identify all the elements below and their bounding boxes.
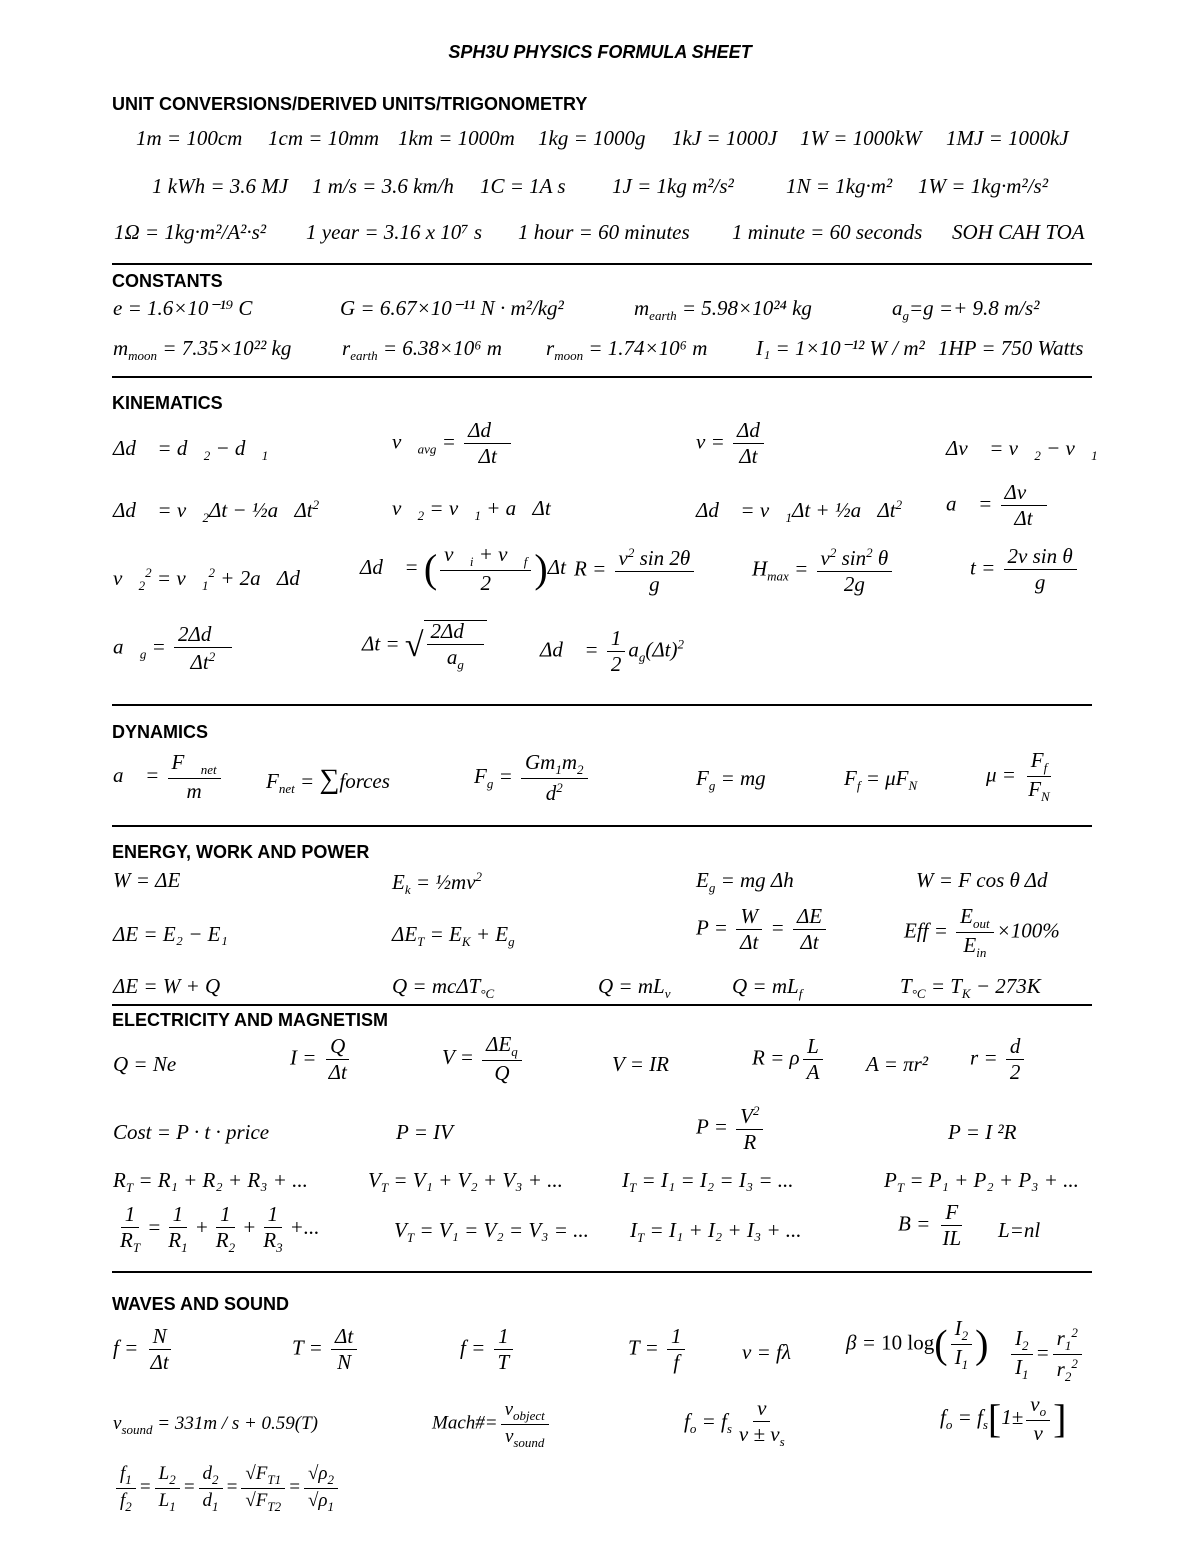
unit-conversion: 1 minute = 60 seconds: [732, 220, 923, 244]
section-header-constants: CONSTANTS: [112, 271, 223, 291]
formula-max-height: $H_{max}$ = $\frac{v^2 \sin^2 \theta}{2g}$: [752, 546, 895, 595]
formula-cost: Cost = P · t · price: [113, 1120, 270, 1144]
section-divider: [112, 376, 1092, 378]
formula-average-velocity: $v⃗_{avg}$ = $\frac{\Delta d⃗}{\Delta t}$: [392, 420, 514, 467]
formula-doppler-source: $f_o = f_s$ $\frac{v}{v \pm v_s}$: [684, 1396, 785, 1450]
formula-flight-time: t = $\frac{\text{2v sin θ}}{g}$: [970, 546, 1080, 593]
section-divider: [112, 825, 1092, 827]
formula-coil-length: L=nl: [998, 1218, 1041, 1242]
formula-speed-of-sound: $v_{sound} = 331m / s + 0.59(T)$: [113, 1413, 319, 1437]
constant-gravity-acceleration: $a_g=g =+ 9.8$ m/s²: [892, 296, 1040, 324]
formula-net-force: $F_{net}$ = ∑forces: [266, 764, 390, 797]
formula-power: P = $\frac{W}{\Delta t}$ = $\frac{\Delta E}{\Delta t}$: [696, 906, 829, 953]
unit-conversion: 1W = 1kg·m²/s²: [918, 174, 1048, 198]
unit-conversion: 1Ω = 1kg·m²/A²·s²: [114, 220, 267, 244]
formula-frequency-period: f = $\frac{1}{T}$: [460, 1326, 516, 1373]
section-header-waves: WAVES AND SOUND: [112, 1294, 290, 1314]
formula-gravitational-potential-energy: $E_g$ = mg Δh: [696, 868, 794, 896]
formula-period-count: T = $\frac{\Delta t}{N}$: [292, 1326, 360, 1373]
formula-temperature-conversion: $T_{^\circ C} = T_K - 273K$: [900, 974, 1041, 1002]
formula-charge: Q = Ne: [113, 1052, 177, 1076]
formula-heat-specific: Q = mcΔT$_{^\circ C}$: [392, 974, 495, 1002]
formula-gravity-acceleration: $a⃗_g$ = $\frac{2\Delta d⃗}{\Delta t^2}$: [113, 624, 235, 673]
unit-conversion: 1N = 1kg·m²: [786, 174, 893, 198]
unit-conversion: 1MJ = 1000kJ: [946, 126, 1069, 150]
formula-kinetic-energy: $E_k$ = $\frac{1}{2}mv^2$: [392, 869, 483, 898]
formula-doppler-observer: $f_o = f_s[1\pm$ $\frac{v_o}{v}$ ]: [940, 1392, 1067, 1446]
formula-velocity-squared: $v⃗_2^2$ = $v⃗_1^2$ + 2a⃗Δd⃗: [113, 565, 317, 594]
formula-average-displacement: Δd⃗ = ( $\frac{v⃗_i + v⃗_f}{2}$ )Δt: [360, 542, 566, 596]
formula-series-voltage: $V_T = V_1 + V_2 + V_3$ + ...: [368, 1168, 563, 1196]
constant-earth-radius: $r_{earth} = 6.38\times 10^6$ m: [342, 336, 502, 364]
formula-work-energy: W = ΔE: [113, 868, 181, 892]
constant-earth-mass: $m_{earth} = 5.98\times 10^{24}$ kg: [634, 296, 812, 324]
unit-conversion: 1 kWh = 3.6 MJ: [152, 174, 289, 198]
formula-area: A = πr²: [866, 1052, 929, 1076]
formula-radius: r = $\frac{d}{2}$: [970, 1036, 1027, 1083]
unit-conversion: 1J = 1kg m²/s²: [612, 174, 734, 198]
formula-wave-speed: v = fλ: [742, 1340, 791, 1364]
formula-string-ratios: $\frac{f_1}{f_2}$ = $\frac{L_2}{L_1}$ = $\frac{d_2}{d_1}$ = $\frac{√F_{T1}}{√F_{T2}}$ = $\frac{√\rho_2}{√\rho_1}$: [113, 1464, 341, 1513]
unit-conversion: 1cm = 10mm: [268, 126, 379, 150]
formula-series-resistance: $R_T = R_1 + R_2 + R_3$ + ...: [113, 1168, 308, 1196]
formula-speed: v = $\frac{\Delta d}{\Delta t}$: [696, 420, 767, 467]
formula-final-velocity: $v⃗_2$ = $v⃗_1$ + a⃗Δt: [392, 496, 551, 524]
formula-series-current: $I_T = I_1 = I_2 = I_3$ = ...: [622, 1168, 794, 1196]
formula-projectile-range: R = $\frac{v^2 \sin 2\theta}{g}$: [574, 546, 697, 595]
formula-sound-level: β = 10 log( $\frac{I_2}{I_1}$ ): [846, 1316, 989, 1373]
formula-total-power: $P_T = P_1 + P_2 + P_3$ + ...: [884, 1168, 1079, 1196]
unit-conversion: 1kJ = 1000J: [672, 126, 778, 150]
formula-total-energy: $\Delta E_T = E_K + E_g$: [392, 922, 515, 950]
formula-frequency-count: f = $\frac{N}{\Delta t}$: [113, 1324, 169, 1374]
section-divider: [112, 1004, 1092, 1006]
formula-universal-gravitation: $F_g$ = $\frac{Gm_1m_2}{d^2}$: [474, 752, 591, 804]
formula-period-frequency: T = $\frac{1}{f}$: [628, 1326, 688, 1373]
formula-power-iv: P = IV: [396, 1120, 453, 1144]
formula-ohms-law: V = IR: [612, 1052, 669, 1076]
constant-horsepower: 1HP = 750 Watts: [938, 336, 1084, 360]
formula-energy-change: ΔE = E₂ − E₁: [113, 922, 228, 946]
unit-conversion: 1W = 1000kW: [800, 126, 922, 150]
constant-elementary-charge: e = 1.6×10⁻¹⁹ C: [113, 296, 253, 320]
unit-conversion: 1km = 1000m: [398, 126, 515, 150]
section-header-energy: ENERGY, WORK AND POWER: [112, 842, 370, 862]
formula-efficiency: Eff = $\frac{E_{out}}{E_{in}}$ ×100%: [904, 904, 1060, 961]
constant-moon-mass: $m_{moon} = 7.35\times 10^{22}$ kg: [113, 336, 292, 364]
formula-acceleration: a⃗ = $\frac{\Delta v⃗}{\Delta t}$: [946, 482, 1050, 529]
section-divider: [112, 263, 1092, 265]
formula-fall-displacement: Δd⃗ = $\frac{1}{2}$ $a_g(\Delta t)^2$: [540, 626, 685, 676]
formula-weight: $F_g$ = mg: [696, 766, 766, 794]
formula-kinematic-v2: Δd⃗ = $v⃗_2\Delta t$ − $\frac{1}{2}a⃗\Delta t^2$: [113, 497, 320, 526]
formula-fall-time: Δt = √ $\frac{2\Delta d⃗}{a_g}$: [362, 620, 487, 671]
formula-current: I = $\frac{Q}{\Delta t}$: [290, 1036, 354, 1083]
formula-resistance: R = ρ $\frac{L}{A}$: [752, 1036, 826, 1083]
formula-mach-number: Mach#= $\frac{v_{object}}{v_{sound}}$: [432, 1400, 552, 1449]
formula-velocity-change: Δv⃗ = $v⃗_2$ − $v⃗_1$: [946, 436, 1098, 464]
unit-conversion: 1 year = 3.16 x 10⁷ s: [306, 220, 483, 244]
section-header-dynamics: DYNAMICS: [112, 722, 209, 742]
unit-conversion: 1 m/s = 3.6 km/h: [312, 174, 454, 198]
formula-parallel-voltage: $V_T = V_1 = V_2 = V_3$ = ...: [394, 1218, 589, 1246]
formula-friction: $F_f = \mu F_N$: [844, 766, 918, 794]
constant-moon-radius: $r_{moon} = 1.74\times 10^6$ m: [546, 336, 708, 364]
unit-conversion: 1C = 1A s: [480, 174, 566, 198]
unit-conversion: 1m = 100cm: [136, 126, 243, 150]
section-header-units: UNIT CONVERSIONS/DERIVED UNITS/TRIGONOMETRY: [112, 94, 588, 114]
constant-gravitational: G = 6.67×10⁻¹¹ N · m²/kg²: [340, 296, 564, 320]
formula-energy-work-heat: ΔE = W + Q: [113, 974, 221, 998]
unit-conversion: 1 hour = 60 minutes: [518, 220, 690, 244]
constant-intensity-threshold: I₁ = 1×10⁻¹² W / m²: [756, 336, 925, 360]
formula-power-i2r: P = I ²R: [948, 1120, 1017, 1144]
formula-intensity-ratio: $\frac{I_2}{I_1}$ = $\frac{r_1^2}{r_2^2}$: [1008, 1326, 1085, 1383]
unit-conversion: 1kg = 1000g: [538, 126, 646, 150]
formula-parallel-resistance: $\frac{1}{R_T}$ = $\frac{1}{R_1}$ + $\frac{1}{R_2}$ + $\frac{1}{R_3}$ +...: [120, 1202, 320, 1256]
formula-voltage: V = $\frac{\Delta E_q}{Q}$: [442, 1034, 525, 1084]
formula-newton-second-law: a⃗ = $\frac{F⃗_{net}}{m}$: [113, 752, 224, 802]
formula-heat-vaporization: $Q = mL_v$: [598, 974, 671, 1002]
formula-displacement: Δd⃗ = $d⃗_2$ − $d⃗_1$: [113, 436, 269, 464]
formula-magnetic-field: B = $\frac{F}{IL}$: [898, 1200, 962, 1250]
formula-kinematic-v1: Δd⃗ = $v⃗_1\Delta t$ + $\frac{1}{2}a⃗\Delta t^2$: [696, 497, 903, 526]
formula-power-v2r: P = $\frac{V^2}{R}$: [696, 1104, 766, 1153]
section-divider: [112, 1271, 1092, 1273]
trig-mnemonic: SOH CAH TOA: [952, 220, 1085, 244]
formula-heat-fusion: $Q = mL_f$: [732, 974, 803, 1002]
section-header-kinematics: KINEMATICS: [112, 393, 223, 413]
formula-friction-coefficient: μ = $\frac{F_f}{F_N}$: [986, 748, 1050, 805]
section-divider: [112, 704, 1092, 706]
formula-work: W = F cos θ Δd: [916, 868, 1048, 892]
section-header-electricity: ELECTRICITY AND MAGNETISM: [112, 1010, 389, 1030]
formula-parallel-current: $I_T = I_1 + I_2 + I_3$ + ...: [630, 1218, 802, 1246]
page-title: SPH3U PHYSICS FORMULA SHEET: [448, 42, 752, 62]
